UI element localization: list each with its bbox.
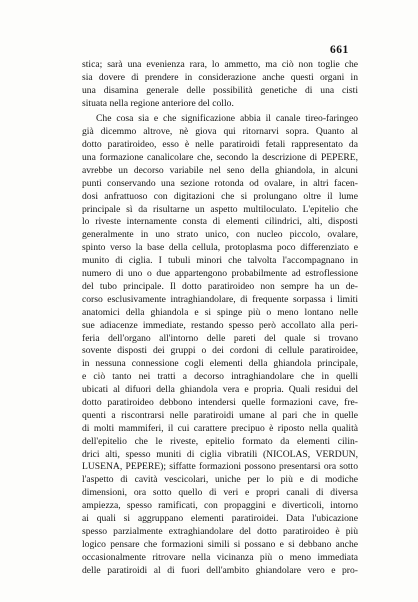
text-line: quenti a riscontrarsi nelle paratiroidi umane al pari che in quelle: [82, 409, 358, 421]
text-line: sovente disposti dei gruppi o dei cordoni di cellule paratiroidee,: [82, 345, 358, 357]
text-line: una formazione canalicolare che, secondo la descrizione di PEPERE,: [82, 152, 358, 164]
text-line: anatomici della ghiandola e si spinge più o meno lontano nelle: [82, 306, 358, 318]
text-line: generalmente in uno strato unico, con nucleo piccolo, ovalare,: [82, 229, 358, 241]
text-line: numero di uno o due appartengono probabilmente ad estroflessione: [82, 268, 358, 280]
text-line: dell'epitelio che le riveste, epitelio formato da elementi cilin-: [82, 435, 358, 447]
text-line: situata nella regione anteriore del collo.: [82, 97, 234, 109]
text-line: delle paratiroidi al di fuori dell'ambito ghiandolare vero e pro-: [82, 564, 358, 576]
text-line: lo riveste internamente consta di elementi cilindrici, alti, disposti: [82, 216, 358, 228]
text-line: dimensioni, ora sotto quello di veri e propri canali di diversa: [82, 487, 358, 499]
text-line: spesso parzialmente extraghiandolare del dotto paratiroideo è più: [82, 525, 358, 537]
text-line: LUSENA, PEPERE); siffatte formazioni possono presentarsi ora sotto: [82, 461, 358, 473]
text-line: dotto paratiroideo debbono intendersi quelle formazioni cave, fre-: [82, 396, 358, 408]
text-line: di molti mammiferi, il cui carattere precipuo è riposto nella qualità: [82, 422, 358, 434]
text-line: una disamina generale delle possibilità genetiche di una cisti: [82, 84, 358, 96]
text-line: ubicati al difuori della ghiandola vera e propria. Quali residui del: [82, 384, 358, 396]
paragraph-1: [82, 59, 358, 111]
body-text: [82, 59, 358, 577]
text-line: spinto verso la base della cellula, protoplasma poco differenziato e: [82, 242, 358, 254]
text-line: principale sì da risultarne un aspetto multiloculato. L'epitelio che: [82, 203, 358, 215]
text-line: sue adiacenze immediate, restando spesso però accollato alla peri-: [82, 319, 358, 331]
text-line: drici alti, spesso muniti di ciglia vibratili (NICOLAS, VERDUN,: [82, 448, 358, 460]
text-line: in nessuna connessione cogli elementi della ghiandola principale,: [82, 358, 358, 370]
text-line: avrebbe un decorso variabile nel seno della ghiandola, in alcuni: [82, 164, 358, 176]
paragraph-2: [82, 113, 358, 577]
page-number: 661: [330, 44, 349, 56]
text-line: l'aspetto di cavità vescicolari, uniche per lo più e di modiche: [82, 474, 358, 486]
text-line: punti conservando una sezione rotonda od ovalare, in altri facen-: [82, 177, 358, 189]
text-line: dosi anfrattuoso con digitazioni che si prolungano oltre il lume: [82, 190, 358, 202]
text-line: già dicemmo altrove, nè giova qui ritornarvi sopra. Quanto al: [82, 126, 358, 138]
text-line: e ciò tanto nei tratti a decorso intraghiandolare che in quelli: [82, 371, 358, 383]
text-line: munito di ciglia. I tubuli minori che talvolta l'accompagnano in: [82, 255, 358, 267]
text-line: ampiezza, spesso ramificati, con propaggini e diverticoli, intorno: [82, 500, 358, 512]
text-line: feria dell'organo all'intorno delle pareti del quale si trovano: [82, 332, 358, 344]
text-line: occasionalmente ritrovare nella vicinanza più o meno immediata: [82, 551, 358, 563]
text-line: logico pensare che formazioni simili si possano e si debbano anche: [82, 538, 358, 550]
text-line: del tubo principale. Il dotto paratiroideo non sempre ha un de-: [82, 280, 358, 292]
text-line: dotto paratiroideo, esso è nelle paratiroidi fetali rappresentato da: [82, 139, 358, 151]
text-line: ai quali si aggruppano elementi paratiroidei. Data l'ubicazione: [82, 512, 358, 524]
text-line: sia dovere di prendere in considerazione anche questi organi in: [82, 71, 358, 83]
text-line: Che cosa sia e che significazione abbia il canale tireo-faringeo: [96, 113, 358, 125]
text-line: stica; sarà una evenienza rara, lo ammetto, ma ciò non toglie che: [82, 59, 358, 70]
text-line: corso esclusivamente intraghiandolare, di frequente sorpassa i limiti: [82, 293, 358, 305]
